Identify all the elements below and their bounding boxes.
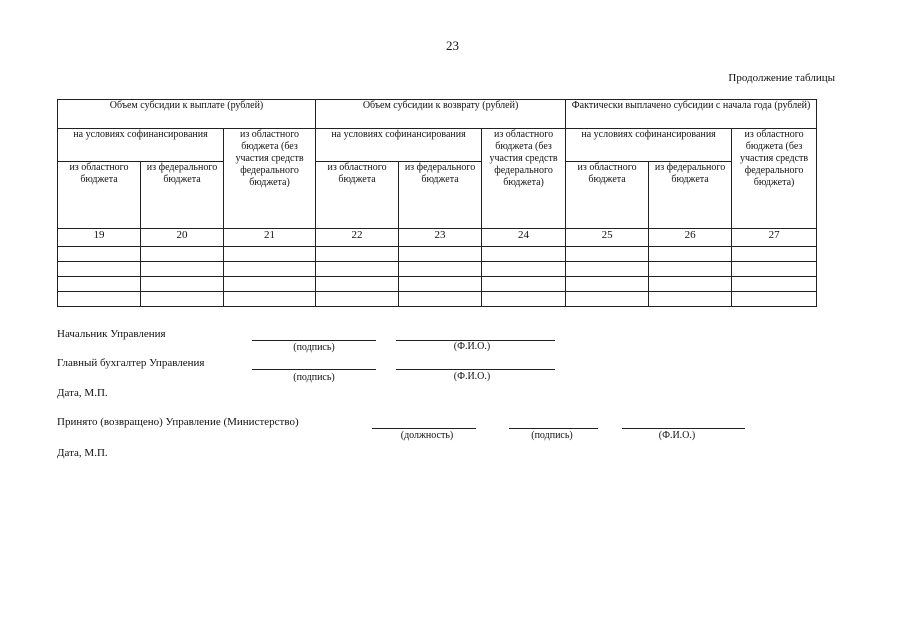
column-number: 20 bbox=[141, 229, 224, 247]
federal-budget-header: из федерального бюджета bbox=[399, 162, 482, 229]
federal-budget-header: из федерального бюджета bbox=[141, 162, 224, 229]
signature-line bbox=[509, 428, 598, 429]
group-header-payout: Объем субсидии к выплате (рублей) bbox=[58, 100, 316, 129]
name-caption: (Ф.И.О.) bbox=[658, 430, 696, 441]
head-label: Начальник Управления bbox=[57, 328, 166, 340]
table-row bbox=[58, 247, 817, 262]
date-stamp-label: Дата, М.П. bbox=[57, 447, 108, 459]
table-row bbox=[58, 292, 817, 307]
regional-only-header: из областного бюджета (без участия средств федерального бюджета) bbox=[224, 129, 316, 229]
column-number: 23 bbox=[399, 229, 482, 247]
position-caption: (должность) bbox=[400, 430, 454, 441]
column-number: 27 bbox=[732, 229, 817, 247]
column-number: 24 bbox=[482, 229, 566, 247]
continuation-label: Продолжение таблицы bbox=[728, 72, 835, 84]
column-number: 19 bbox=[58, 229, 141, 247]
signature-line bbox=[252, 340, 376, 341]
signature-caption: (подпись) bbox=[293, 342, 335, 353]
name-caption: (Ф.И.О.) bbox=[453, 371, 491, 382]
position-line bbox=[372, 428, 476, 429]
name-caption: (Ф.И.О.) bbox=[453, 341, 491, 352]
chief-accountant-label: Главный бухгалтер Управления bbox=[57, 357, 205, 369]
regional-budget-header: из областного бюджета bbox=[316, 162, 399, 229]
subsidy-table bbox=[57, 99, 817, 307]
column-number: 25 bbox=[566, 229, 649, 247]
group-header-refund: Объем субсидии к возврату (рублей) bbox=[316, 100, 566, 129]
signature-caption: (подпись) bbox=[293, 372, 335, 383]
date-stamp-label: Дата, М.П. bbox=[57, 387, 108, 399]
name-line bbox=[396, 369, 555, 370]
accepted-label: Принято (возвращено) Управление (Министерство) bbox=[57, 416, 299, 428]
regional-budget-header: из областного бюджета bbox=[566, 162, 649, 229]
page-number: 23 bbox=[446, 38, 459, 53]
regional-budget-header: из областного бюджета bbox=[58, 162, 141, 229]
cofinancing-header: на условиях софинансирования bbox=[566, 129, 732, 162]
regional-only-header: из областного бюджета (без участия средств федерального бюджета) bbox=[482, 129, 566, 229]
cofinancing-header: на условиях софинансирования bbox=[58, 129, 224, 162]
column-number: 21 bbox=[224, 229, 316, 247]
group-header-paid: Фактически выплачено субсидии с начала года (рублей) bbox=[566, 100, 817, 129]
signature-line bbox=[252, 369, 376, 370]
signature-caption: (подпись) bbox=[531, 430, 573, 441]
regional-only-header: из областного бюджета (без участия средств федерального бюджета) bbox=[732, 129, 817, 229]
table-row bbox=[58, 277, 817, 292]
table-row bbox=[58, 262, 817, 277]
federal-budget-header: из федерального бюджета bbox=[649, 162, 732, 229]
cofinancing-header: на условиях софинансирования bbox=[316, 129, 482, 162]
column-number: 26 bbox=[649, 229, 732, 247]
name-line bbox=[622, 428, 745, 429]
column-number: 22 bbox=[316, 229, 399, 247]
